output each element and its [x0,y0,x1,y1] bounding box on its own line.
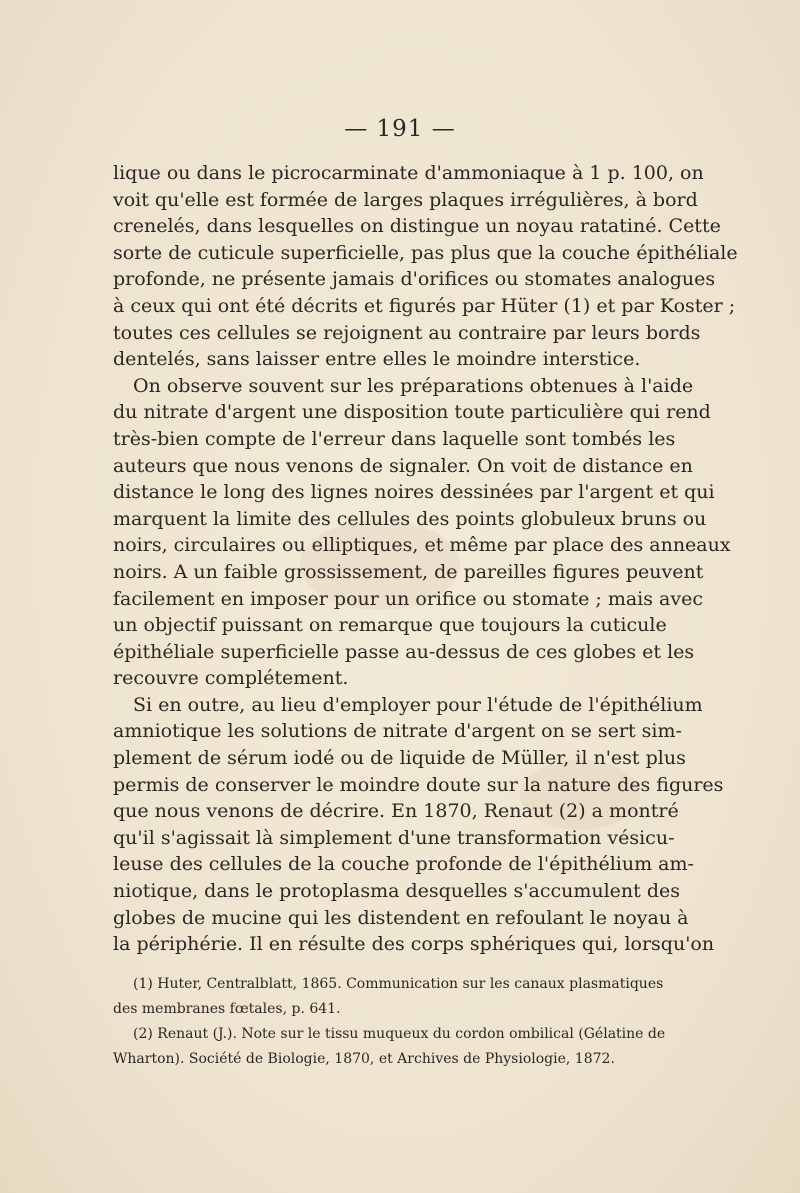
text-line: noirs. A un faible grossissement, de pareilles figures peuvent [113,560,704,583]
text-line: voit qu'elle est formée de larges plaques irrégulières, à bord [113,188,698,211]
text-line: globes de mucine qui les distendent en refoulant le noyau à [113,906,689,929]
footnote-line: Wharton). Société de Biologie, 1870, et Archives de Physiologie, 1872. [113,1051,615,1067]
text-line: toutes ces cellules se rejoignent au contraire par leurs bords [113,321,701,344]
text-line: On observe souvent sur les préparations obtenues à l'aide [133,374,694,397]
body-text [113,160,738,958]
text-line: crenelés, dans lesquelles on distingue un noyau ratatiné. Cette [113,215,721,238]
text-line: leuse des cellules de la couche profonde de l'épithélium am- [113,853,694,876]
text-line: lique ou dans le picrocarminate d'ammoniaque à 1 p. 100, on [113,162,704,184]
text-line: distance le long des lignes noires dessinées par l'argent et qui [113,481,715,504]
text-line: plement de sérum iodé ou de liquide de Müller, il n'est plus [113,747,686,770]
text-line: facilement en imposer pour un orifice ou stomate ; mais avec [113,587,703,610]
text-line: à ceux qui ont été décrits et figurés par Hüter (1) et par Koster ; [113,294,736,317]
text-line: la périphérie. Il en résulte des corps sphériques qui, lorsqu'on [113,933,715,956]
text-line: profonde, ne présente jamais d'orifices ou stomates analogues [113,268,716,291]
text-line: épithéliale superficielle passe au-dessus de ces globes et les [113,640,695,663]
text-line: que nous venons de décrire. En 1870, Renaut (2) a montré [113,800,679,823]
text-line: dentelés, sans laisser entre elles le moindre interstice. [113,348,641,371]
text-line: niotique, dans le protoplasma desquelles s'accumulent des [113,880,680,903]
page-number: — 191 — [344,116,456,142]
text-line: recouvre complétement. [113,667,349,690]
text-line: un objectif puissant on remarque que toujours la cuticule [113,614,667,637]
text-line: du nitrate d'argent une disposition toute particulière qui rend [113,401,711,424]
text-line: sorte de cuticule superficielle, pas plus que la couche épithéliale [113,241,738,264]
text-line: qu'il s'agissait là simplement d'une transformation vésicu- [113,826,675,849]
footnote-line: (2) Renaut (J.). Note sur le tissu muqueux du cordon ombilical (Gélatine de [133,1026,666,1042]
text-line: permis de conserver le moindre doute sur la nature des figures [113,773,724,796]
footnote-line: des membranes fœtales, p. 641. [113,1001,341,1017]
text-line: Si en outre, au lieu d'employer pour l'étude de l'épithélium [133,693,703,716]
text-line: très-bien compte de l'erreur dans laquelle sont tombés les [113,427,676,450]
footnote-line: (1) Huter, Centralblatt, 1865. Communication sur les canaux plasmatiques [133,976,664,992]
footnotes [113,972,666,1072]
text-line: amniotique les solutions de nitrate d'argent on se sert sim- [113,720,682,743]
text-line: auteurs que nous venons de signaler. On voit de distance en [113,454,693,477]
text-line: marquent la limite des cellules des points globuleux bruns ou [113,507,707,530]
text-line: noirs, circulaires ou elliptiques, et même par place des anneaux [113,534,731,557]
